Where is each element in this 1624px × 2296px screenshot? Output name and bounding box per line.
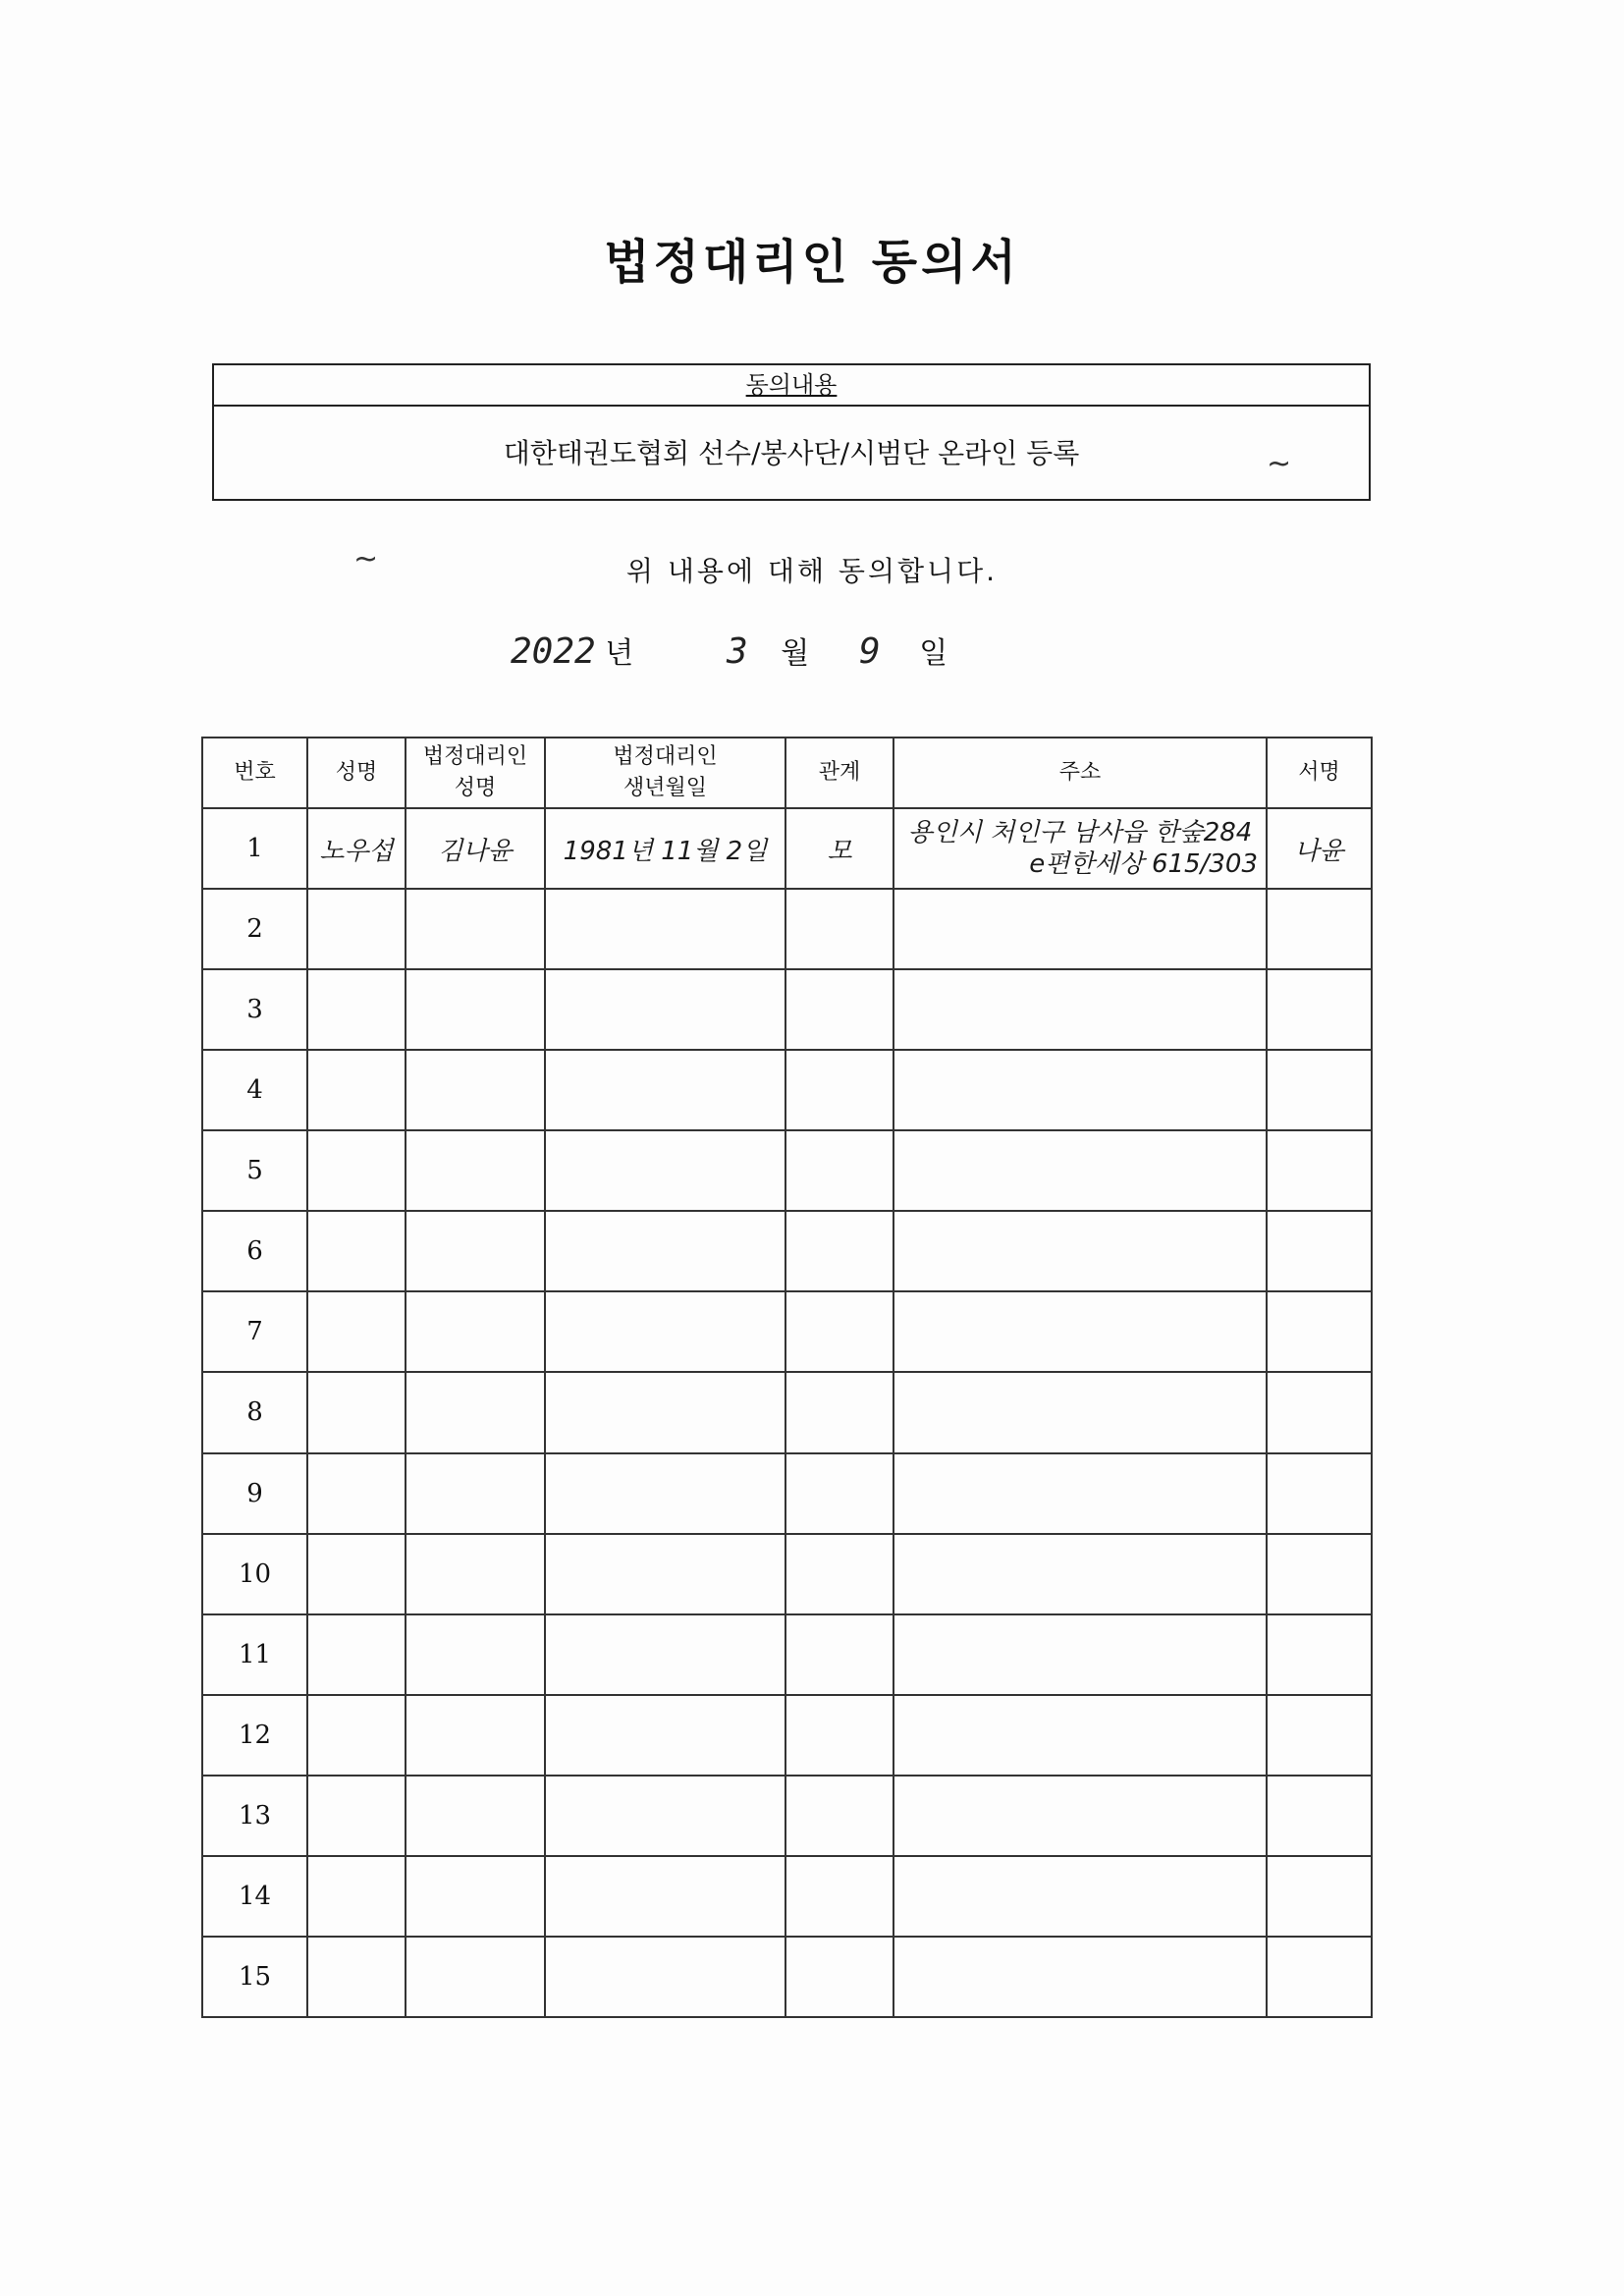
table-row: [202, 1372, 1372, 1452]
header-signature: 서명: [1267, 738, 1372, 808]
guardian-name-cell: [406, 969, 545, 1050]
guardian-birth-cell: [545, 1534, 785, 1614]
relation-cell: [785, 1534, 893, 1614]
row-number-cell: 14: [202, 1856, 307, 1937]
header-name: 성명: [307, 738, 406, 808]
date-year-label: 년: [605, 636, 634, 671]
relation-cell: [785, 1130, 893, 1211]
address-cell: [893, 1291, 1267, 1372]
table-row: [202, 1211, 1372, 1291]
relation-cell: [785, 1291, 893, 1372]
consent-box: [212, 363, 1371, 501]
row-number-cell: 9: [202, 1453, 307, 1534]
relation-cell: [785, 1937, 893, 2017]
address-cell: [893, 1453, 1267, 1534]
guardian-birth-cell: 1981년 11월 2일: [545, 808, 785, 889]
guardian-birth-cell: [545, 1291, 785, 1372]
guardian-name-cell: [406, 1614, 545, 1695]
date-month-label: 월: [781, 636, 810, 671]
row-number-cell: 6: [202, 1211, 307, 1291]
guardian-name-cell: [406, 1130, 545, 1211]
row-number-cell: 1: [202, 808, 307, 889]
table-row: [202, 808, 1372, 889]
header-no: 번호: [202, 738, 307, 808]
player-name-cell: [307, 1211, 406, 1291]
table-row: [202, 1776, 1372, 1856]
address-cell: [893, 808, 1267, 889]
address-cell: [893, 889, 1267, 969]
address-cell: [893, 1614, 1267, 1695]
row-number-cell: 15: [202, 1937, 307, 2017]
address-line-2: e편한세상 615/303: [1029, 849, 1258, 880]
agreement-text: 위 내용에 대해 동의합니다.: [625, 555, 999, 587]
guardian-birth-cell: [545, 1937, 785, 2017]
signature-cell: 나윤: [1267, 808, 1372, 889]
address-cell: [893, 1130, 1267, 1211]
guardian-name-cell: [406, 1695, 545, 1776]
table-row: [202, 889, 1372, 969]
signature-cell: [1267, 1211, 1372, 1291]
table-row: [202, 1453, 1372, 1534]
signature-cell: [1267, 1614, 1372, 1695]
table-row: [202, 1856, 1372, 1937]
signature-cell: [1267, 1453, 1372, 1534]
guardian-name-cell: 김나윤: [406, 808, 545, 889]
guardian-birth-cell: [545, 1776, 785, 1856]
player-name-cell: [307, 1776, 406, 1856]
address-cell: [893, 1372, 1267, 1452]
player-name-cell: [307, 1695, 406, 1776]
guardian-name-cell: [406, 1776, 545, 1856]
signature-cell: [1267, 1776, 1372, 1856]
relation-cell: [785, 1211, 893, 1291]
row-number-cell: 2: [202, 889, 307, 969]
signature-cell: [1267, 1534, 1372, 1614]
player-name-cell: [307, 1937, 406, 2017]
address-cell: [893, 969, 1267, 1050]
row-number-cell: 13: [202, 1776, 307, 1856]
table-row: [202, 1695, 1372, 1776]
date-month-value: 3: [727, 631, 748, 672]
guardian-name-cell: [406, 1534, 545, 1614]
player-name-cell: [307, 1614, 406, 1695]
table-row: [202, 1534, 1372, 1614]
guardian-birth-cell: [545, 1130, 785, 1211]
guardian-birth-cell: [545, 1453, 785, 1534]
address-line-1: 용인시 처인구 남사읍 한숲284: [907, 818, 1253, 848]
date-year: [511, 629, 633, 672]
stray-mark: ~: [1267, 447, 1292, 481]
player-name-cell: [307, 1050, 406, 1130]
guardian-birth-cell: [545, 1050, 785, 1130]
table-row: [202, 969, 1372, 1050]
guardian-name-cell: [406, 1856, 545, 1937]
address-cell: [893, 1534, 1267, 1614]
player-name-cell: [307, 1453, 406, 1534]
signature-cell: [1267, 1050, 1372, 1130]
guardian-name-cell: [406, 1453, 545, 1534]
row-number-cell: 8: [202, 1372, 307, 1452]
relation-cell: [785, 1776, 893, 1856]
player-name-cell: [307, 889, 406, 969]
player-name-cell: [307, 1534, 406, 1614]
player-name-cell: 노우섭: [307, 808, 406, 889]
consent-content: 대한태권도협회 선수/봉사단/시범단 온라인 등록: [503, 437, 1080, 469]
consent-header: [214, 365, 1369, 407]
player-name-cell: [307, 1372, 406, 1452]
row-number-cell: 12: [202, 1695, 307, 1776]
signature-cell: [1267, 969, 1372, 1050]
guardian-birth-cell: [545, 969, 785, 1050]
signature-cell: [1267, 1291, 1372, 1372]
table-row: [202, 1291, 1372, 1372]
document-title: 법정대리인 동의서: [604, 235, 1020, 290]
signature-cell: [1267, 1937, 1372, 2017]
row-number-cell: 3: [202, 969, 307, 1050]
address-cell: [893, 1695, 1267, 1776]
guardian-birth-cell: [545, 1856, 785, 1937]
row-number-cell: 7: [202, 1291, 307, 1372]
signature-cell: [1267, 889, 1372, 969]
table-row: [202, 1130, 1372, 1211]
date-day-value: 9: [859, 631, 881, 672]
date-year-value: 2022: [511, 631, 596, 672]
relation-cell: [785, 1453, 893, 1534]
guardian-birth-cell: [545, 1614, 785, 1695]
address-cell: [893, 1050, 1267, 1130]
relation-cell: [785, 969, 893, 1050]
stray-mark: ~: [353, 542, 379, 576]
guardian-birth-cell: [545, 889, 785, 969]
date-month: [727, 629, 809, 672]
address-cell: [893, 1776, 1267, 1856]
row-number-cell: 10: [202, 1534, 307, 1614]
guardian-table: [201, 737, 1373, 2018]
player-name-cell: [307, 1130, 406, 1211]
relation-cell: 모: [785, 808, 893, 889]
relation-cell: [785, 1372, 893, 1452]
row-number-cell: 11: [202, 1614, 307, 1695]
table-header-row: [202, 738, 1372, 808]
player-name-cell: [307, 1856, 406, 1937]
relation-cell: [785, 1695, 893, 1776]
guardian-name-cell: [406, 1291, 545, 1372]
header-address: 주소: [893, 738, 1267, 808]
signature-cell: [1267, 1372, 1372, 1452]
guardian-name-cell: [406, 1050, 545, 1130]
guardian-name-cell: [406, 1211, 545, 1291]
table-row: [202, 1050, 1372, 1130]
relation-cell: [785, 1050, 893, 1130]
header-relation: 관계: [785, 738, 893, 808]
table-row: [202, 1937, 1372, 2017]
guardian-name-cell: [406, 1937, 545, 2017]
consent-header-label: 동의내용: [745, 371, 838, 399]
relation-cell: [785, 1856, 893, 1937]
table-row: [202, 1614, 1372, 1695]
row-number-cell: 5: [202, 1130, 307, 1211]
relation-cell: [785, 889, 893, 969]
address-cell: [893, 1937, 1267, 2017]
header-guardian-birth: 법정대리인 생년월일: [545, 738, 785, 808]
header-guardian-name: 법정대리인 성명: [406, 738, 545, 808]
relation-cell: [785, 1614, 893, 1695]
signature-cell: [1267, 1856, 1372, 1937]
date-day: [859, 629, 947, 672]
guardian-birth-cell: [545, 1211, 785, 1291]
signature-cell: [1267, 1130, 1372, 1211]
player-name-cell: [307, 969, 406, 1050]
guardian-name-cell: [406, 1372, 545, 1452]
address-cell: [893, 1211, 1267, 1291]
player-name-cell: [307, 1291, 406, 1372]
row-number-cell: 4: [202, 1050, 307, 1130]
guardian-birth-cell: [545, 1372, 785, 1452]
date-day-label: 일: [919, 636, 948, 671]
guardian-name-cell: [406, 889, 545, 969]
guardian-birth-cell: [545, 1695, 785, 1776]
signature-cell: [1267, 1695, 1372, 1776]
address-cell: [893, 1856, 1267, 1937]
